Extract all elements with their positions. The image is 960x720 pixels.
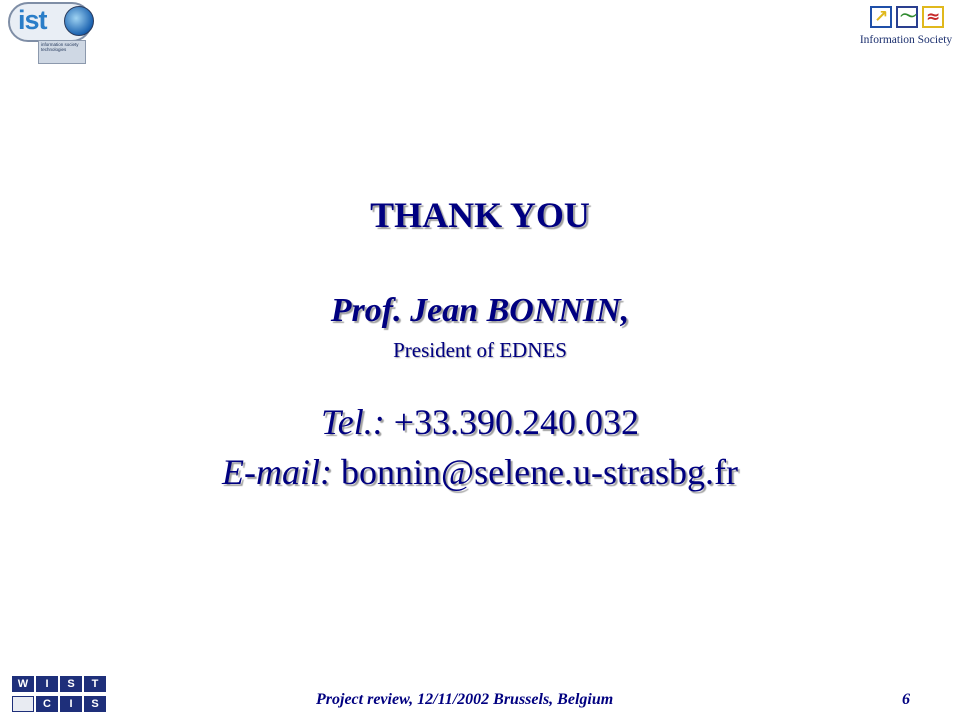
presenter-role: President of EDNES xyxy=(393,338,567,362)
cis-letter: C xyxy=(36,696,58,712)
email-line xyxy=(0,450,960,494)
ist-logo-text: ist xyxy=(18,5,47,35)
logo-glyph: ↗ xyxy=(874,7,889,27)
slide-title: THANK YOU xyxy=(370,195,590,235)
approx-icon xyxy=(922,6,944,28)
footer-text: Project review, 12/11/2002 Brussels, Belgium xyxy=(316,691,614,708)
page-number: 6 xyxy=(902,691,910,708)
wist-letter: W xyxy=(12,676,34,692)
ist-logo xyxy=(8,0,94,66)
cis-letter: S xyxy=(84,696,106,712)
wist-letter: S xyxy=(60,676,82,692)
presenter-name: Prof. Jean BONNIN, xyxy=(330,292,630,329)
wist-letter: I xyxy=(36,676,58,692)
information-society-boxes xyxy=(870,4,950,32)
information-society-logo xyxy=(856,2,956,52)
email-label: E-mail: xyxy=(221,452,332,492)
logo-glyph: ≈ xyxy=(926,7,941,27)
email-value[interactable]: bonnin@selene.u-strasbg.fr xyxy=(340,452,739,492)
telephone-label: Tel.: xyxy=(321,402,385,442)
information-society-caption: Information Society xyxy=(859,34,953,46)
cis-letter: I xyxy=(60,696,82,712)
telephone-line xyxy=(0,400,960,444)
globe-icon xyxy=(64,6,94,36)
telephone-value: +33.390.240.032 xyxy=(393,402,639,442)
wist-cis-logo xyxy=(12,676,108,714)
arrow-icon xyxy=(870,6,892,28)
wave-icon xyxy=(896,6,918,28)
logo-glyph: 〜 xyxy=(900,7,917,27)
cis-letter xyxy=(12,696,34,712)
wist-letter: T xyxy=(84,676,106,692)
ist-logo-subtitle: information society technologies xyxy=(38,40,86,64)
